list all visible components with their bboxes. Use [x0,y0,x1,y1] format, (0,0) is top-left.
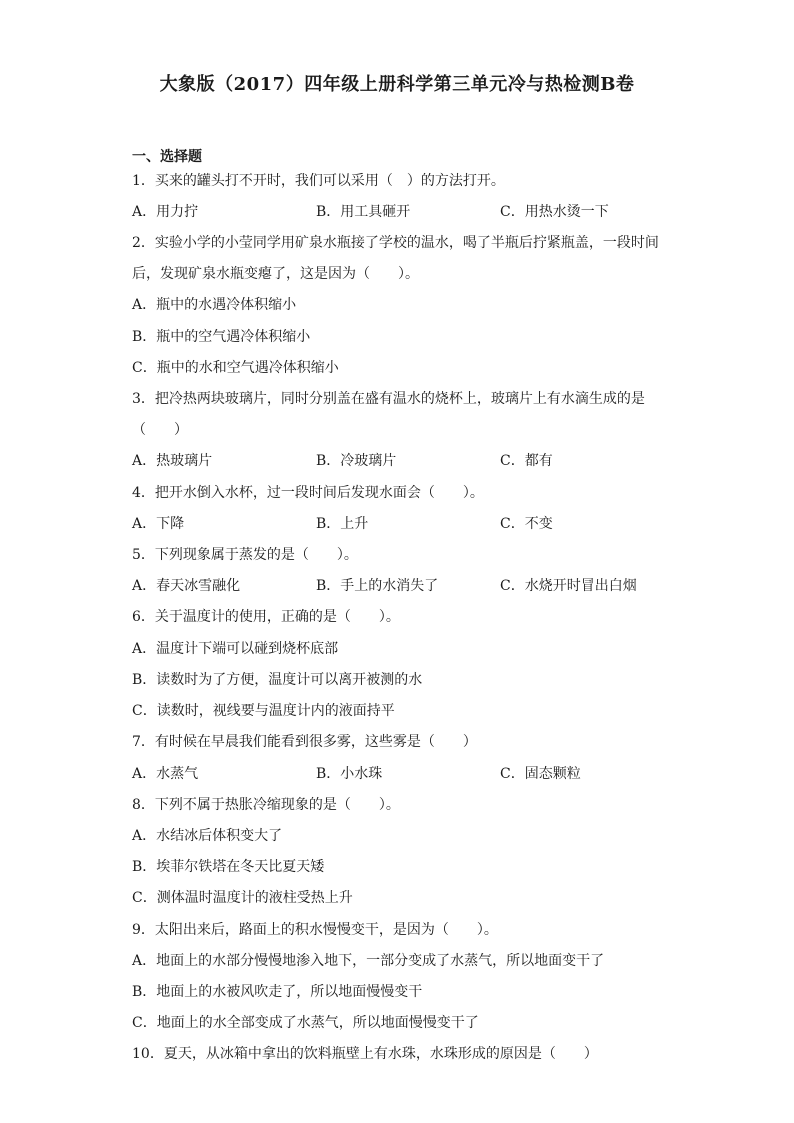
q5-option-a: A．春天冰雪融化 [132,578,241,594]
q7-option-a: A．水蒸气 [132,766,199,782]
q9-option-a: A．地面上的水部分慢慢地渗入地下，一部分变成了水蒸气，所以地面变干了 [132,953,605,969]
q9-option-b: B．地面上的水被风吹走了，所以地面慢慢变干 [132,984,423,1000]
q4-option-c: C．不变 [500,516,553,532]
q8-option-c: C．测体温时温度计的液柱受热上升 [132,890,353,906]
q3-option-b: B．冷玻璃片 [316,453,397,469]
q7-option-b: B．小水珠 [316,766,383,782]
question-6: 6．关于温度计的使用，正确的是（ ）。 [132,609,400,625]
question-9: 9．太阳出来后，路面上的积水慢慢变干，是因为（ ）。 [132,922,498,938]
question-2-line-1: 2．实验小学的小莹同学用矿泉水瓶接了学校的温水，喝了半瓶后拧紧瓶盖，一段时间 [132,235,659,251]
q5-option-b: B．手上的水消失了 [316,578,439,594]
q1-option-a: A．用力拧 [132,204,199,220]
question-2-line-2: 后，发现矿泉水瓶变瘪了，这是因为（ ）。 [132,266,419,282]
section-heading: 一、选择题 [132,149,202,165]
question-1: 1．买来的罐头打不开时，我们可以采用（ ）的方法打开。 [132,173,505,189]
q4-option-a: A．下降 [132,516,185,532]
q6-option-a: A．温度计下端可以碰到烧杯底部 [132,641,339,657]
q1-option-c: C．用热水烫一下 [500,204,609,220]
q8-option-a: A．水结冰后体积变大了 [132,828,283,844]
q6-option-c: C．读数时，视线要与温度计内的液面持平 [132,703,395,719]
question-4: 4．把开水倒入水杯，过一段时间后发现水面会（ ）。 [132,485,484,501]
page-title: 大象版（2017）四年级上册科学第三单元冷与热检测B卷 [159,74,635,95]
q3-option-a: A．热玻璃片 [132,453,213,469]
q5-option-c: C．水烧开时冒出白烟 [500,578,637,594]
q1-option-b: B．用工具砸开 [316,204,411,220]
question-3-line-1: 3．把冷热两块玻璃片，同时分别盖在盛有温水的烧杯上，玻璃片上有水滴生成的是 [132,391,645,407]
question-7: 7．有时候在早晨我们能看到很多雾，这些雾是（ ） [132,734,477,750]
q9-option-c: C．地面上的水全部变成了水蒸气，所以地面慢慢变干了 [132,1015,479,1031]
q8-option-b: B．埃菲尔铁塔在冬天比夏天矮 [132,859,325,875]
q2-option-b: B．瓶中的空气遇冷体积缩小 [132,329,311,345]
q7-option-c: C．固态颗粒 [500,766,581,782]
question-8: 8．下列不属于热胀冷缩现象的是（ ）。 [132,797,400,813]
q4-option-b: B．上升 [316,516,369,532]
question-5: 5．下列现象属于蒸发的是（ ）。 [132,547,358,563]
q2-option-a: A．瓶中的水遇冷体积缩小 [132,297,297,313]
q3-option-c: C．都有 [500,453,553,469]
q2-option-c: C．瓶中的水和空气遇冷体积缩小 [132,360,339,376]
q6-option-b: B．读数时为了方便，温度计可以离开被测的水 [132,672,423,688]
question-10: 10．夏天，从冰箱中拿出的饮料瓶壁上有水珠，水珠形成的原因是（ ） [132,1046,598,1062]
question-3-line-2: （ ） [132,422,188,438]
